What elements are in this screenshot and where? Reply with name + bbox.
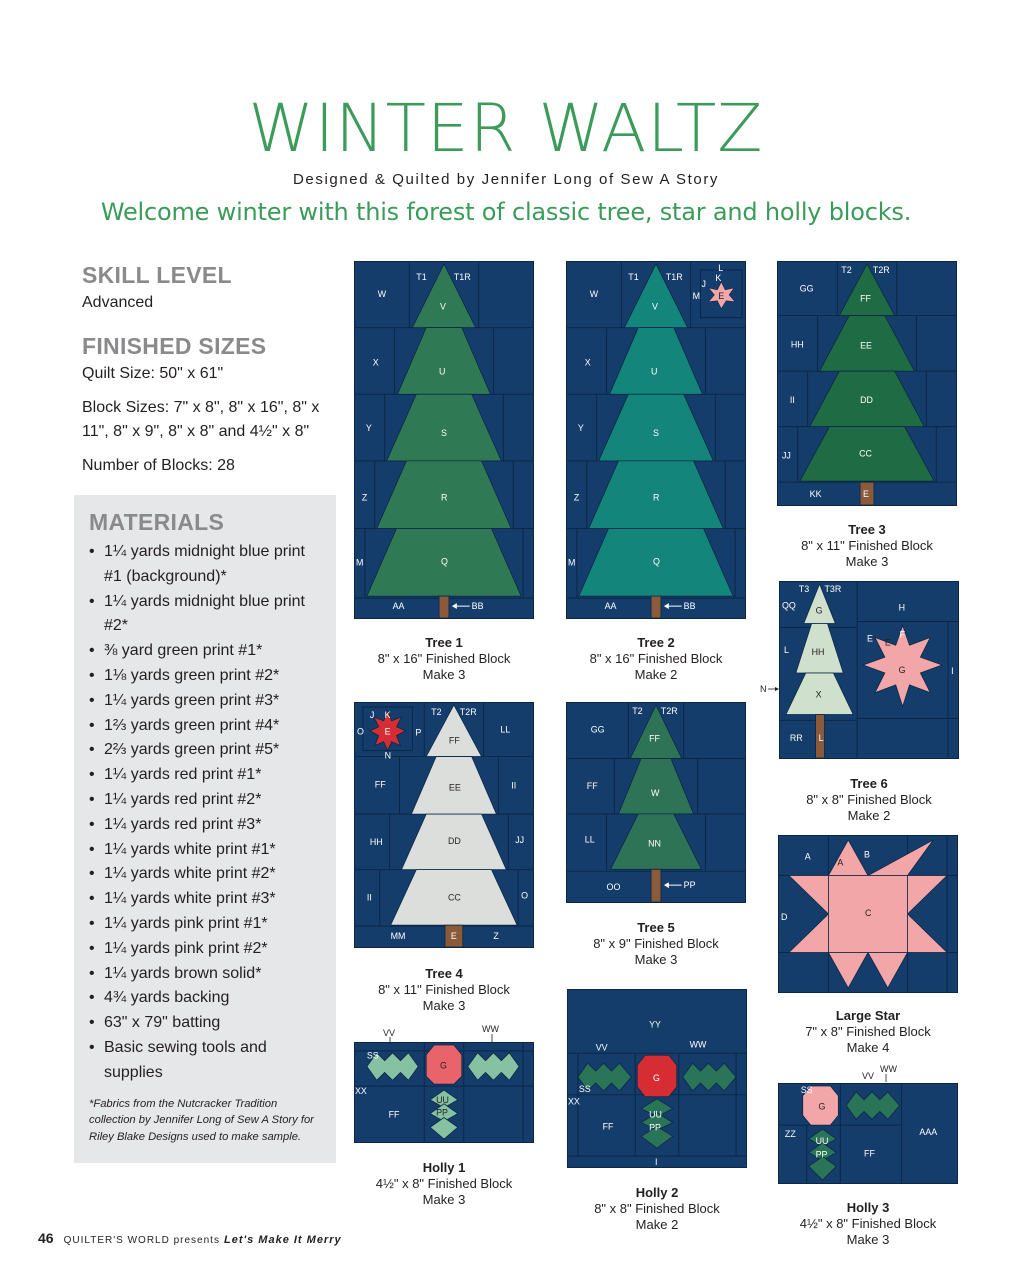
- label: G: [898, 664, 906, 675]
- tree1-caption: Tree 1 8" x 16" Finished Block Make 3: [377, 635, 511, 682]
- label: X: [584, 357, 591, 368]
- label: AA: [604, 601, 617, 612]
- label: CC: [447, 892, 461, 903]
- label: I: [951, 665, 954, 676]
- holly1-top-labels: [380, 1024, 510, 1044]
- label: NN: [648, 838, 661, 849]
- label: U: [439, 366, 446, 377]
- label: L: [718, 262, 724, 273]
- label: P: [415, 727, 422, 738]
- list-item: • 63" x 79" batting: [89, 1011, 326, 1036]
- label: FF: [586, 781, 598, 792]
- tree5-diagram: [566, 702, 746, 903]
- label: FF: [860, 293, 871, 304]
- label: M: [567, 557, 576, 568]
- label: G: [653, 1072, 660, 1083]
- label: AA: [392, 601, 405, 612]
- label: M: [355, 557, 364, 568]
- label: T3R: [824, 583, 842, 594]
- label: G: [818, 1101, 826, 1112]
- label: W: [377, 288, 387, 299]
- label: XX: [355, 1086, 367, 1096]
- label: T1R: [453, 271, 471, 282]
- list-item: • 1⅔ yards green print #4*: [89, 714, 326, 739]
- label: S: [653, 428, 659, 439]
- skill-heading: SKILL LEVEL: [82, 262, 232, 288]
- materials-box: [74, 495, 336, 1163]
- label: U: [651, 366, 658, 377]
- label: Y: [577, 423, 584, 434]
- label: O: [521, 890, 529, 901]
- list-item: • 1¼ yards pink print #2*: [89, 937, 326, 962]
- label: WW: [689, 1039, 707, 1050]
- label: FF: [374, 779, 386, 790]
- label: E: [450, 931, 457, 942]
- info-column: [82, 262, 337, 478]
- label: E: [384, 726, 391, 737]
- label: A: [804, 851, 811, 862]
- label: V: [652, 301, 658, 312]
- label: N: [760, 684, 767, 694]
- list-item: • Basic sewing tools and supplies: [89, 1036, 326, 1086]
- label: FF: [448, 735, 460, 746]
- label: X: [372, 357, 379, 368]
- label: J: [369, 709, 375, 720]
- sizes-heading: FINISHED SIZES: [82, 333, 267, 359]
- label: RR: [789, 733, 803, 744]
- label: V: [440, 301, 446, 312]
- label: R: [653, 492, 660, 503]
- list-item: • 1⅛ yards green print #2*: [89, 664, 326, 689]
- label: WW: [880, 1064, 897, 1074]
- label: SS: [800, 1084, 813, 1095]
- label: A: [837, 857, 844, 868]
- label: T2R: [660, 705, 678, 716]
- byline: Designed & Quilted by Jennifer Long of Sew A Story: [292, 171, 720, 188]
- label: YY: [649, 1019, 661, 1030]
- label: GG: [799, 283, 814, 294]
- label: Z: [361, 492, 368, 503]
- label: K: [715, 272, 722, 283]
- book-title: Let's Make It Merry: [224, 1234, 342, 1246]
- page-footer: [38, 1230, 342, 1246]
- label: I: [655, 1157, 658, 1167]
- label: T2R: [872, 264, 890, 275]
- label: LL: [584, 834, 595, 845]
- label: Q: [441, 556, 448, 567]
- holly1-caption: Holly 1 4½" x 8" Finished Block Make 3: [375, 1160, 513, 1207]
- tree6-diagram: [779, 581, 959, 759]
- label: Y: [365, 423, 372, 434]
- holly1-diagram: [354, 1042, 534, 1143]
- label: PP: [649, 1122, 661, 1133]
- list-item: • 1¼ yards red print #2*: [89, 788, 326, 813]
- list-item: • 1¼ yards brown solid*: [89, 962, 326, 987]
- label: BB: [471, 601, 484, 612]
- label: T3: [798, 583, 810, 594]
- label: KK: [809, 489, 822, 500]
- holly3-top-labels: [850, 1062, 910, 1084]
- label: HH: [369, 836, 383, 847]
- label: C: [865, 907, 872, 918]
- label: CC: [859, 448, 872, 459]
- holly2-diagram: [567, 989, 747, 1168]
- list-item: • 1¼ yards white print #1*: [89, 838, 326, 863]
- skill-value: Advanced: [82, 294, 154, 311]
- tree2-diagram: [566, 261, 746, 619]
- tree3-diagram: [777, 261, 957, 506]
- publisher: QUILTER'S WORLD presents: [63, 1235, 220, 1246]
- label: S: [441, 428, 447, 439]
- label: E: [863, 489, 869, 500]
- label: T2: [632, 705, 643, 716]
- label: LL: [500, 724, 511, 735]
- label: WW: [482, 1024, 499, 1034]
- label: E: [867, 633, 873, 644]
- label: T2: [841, 264, 852, 275]
- label: XX: [568, 1096, 580, 1107]
- label: VV: [595, 1042, 608, 1053]
- label: EE: [448, 782, 461, 793]
- materials-list: [89, 540, 326, 1086]
- label: ZZ: [784, 1128, 796, 1139]
- page-number: 46: [38, 1230, 54, 1246]
- label: VV: [862, 1071, 875, 1081]
- label: UU: [436, 1094, 449, 1105]
- label: T2: [431, 706, 442, 717]
- label: B: [864, 849, 870, 860]
- label: E: [718, 290, 725, 301]
- label: R: [441, 492, 448, 503]
- label: X: [815, 689, 822, 700]
- label: JJ: [515, 834, 525, 845]
- list-item: • 1¼ yards red print #3*: [89, 813, 326, 838]
- label: II: [789, 394, 795, 405]
- label: Q: [653, 556, 660, 567]
- label: T1: [416, 271, 427, 282]
- label: FF: [649, 733, 660, 744]
- label: JJ: [781, 450, 791, 461]
- label: M: [692, 290, 700, 301]
- holly3-diagram: [778, 1083, 958, 1184]
- tree6-n-pointer: [760, 682, 780, 694]
- label: E: [884, 637, 891, 648]
- tree5-caption: Tree 5 8" x 9" Finished Block Make 3: [593, 920, 719, 967]
- list-item: • 1¼ yards red print #1*: [89, 763, 326, 788]
- fabric-note: *Fabrics from the Nutcracker Tradition collection by Jennifer Long of Sew A Story for Riley Blake Designs used to make sample.: [89, 1097, 314, 1143]
- page-title: WINTER WALTZ: [248, 90, 764, 167]
- list-item: • 1¼ yards green print #3*: [89, 689, 326, 714]
- tree4-caption: Tree 4 8" x 11" Finished Block Make 3: [378, 966, 510, 1013]
- list-item: • 1¼ yards white print #2*: [89, 862, 326, 887]
- label: F: [899, 629, 906, 640]
- list-item: • 1¼ yards midnight blue print #2*: [89, 590, 326, 640]
- label: Z: [573, 492, 580, 503]
- materials-heading: MATERIALS: [89, 509, 225, 535]
- label: GG: [590, 724, 605, 735]
- list-item: • 1¼ yards pink print #1*: [89, 912, 326, 937]
- label: L: [783, 645, 789, 656]
- list-item: • ⅜ yard green print #1*: [89, 639, 326, 664]
- label: UU: [649, 1109, 662, 1120]
- label: II: [366, 892, 372, 903]
- holly3-caption: Holly 3 4½" x 8" Finished Block Make 3: [799, 1200, 937, 1247]
- label: PP: [436, 1107, 448, 1118]
- tree2-caption: Tree 2 8" x 16" Finished Block Make 2: [589, 635, 723, 682]
- holly2-caption: Holly 2 8" x 8" Finished Block Make 2: [594, 1185, 720, 1232]
- label: EE: [860, 340, 872, 351]
- label: G: [440, 1060, 447, 1071]
- label: J: [701, 278, 706, 289]
- label: L: [818, 733, 824, 744]
- label: G: [815, 605, 823, 616]
- label: T2R: [459, 706, 477, 717]
- label: O: [356, 726, 364, 737]
- label: SS: [366, 1050, 379, 1061]
- label: W: [651, 788, 660, 799]
- label: T1: [628, 271, 639, 282]
- tree6-caption: Tree 6 8" x 8" Finished Block Make 2: [806, 776, 932, 823]
- label: Z: [493, 931, 499, 942]
- label: MM: [390, 931, 406, 942]
- label: HH: [811, 647, 825, 658]
- list-item: • 1¼ yards white print #3*: [89, 887, 326, 912]
- label: BB: [683, 601, 696, 612]
- label: FF: [864, 1148, 875, 1159]
- block-count: Number of Blocks: 28: [82, 457, 235, 474]
- label: FF: [602, 1121, 614, 1132]
- tagline: Welcome winter with this forest of classic tree, star and holly blocks.: [100, 198, 912, 226]
- label: UU: [815, 1135, 829, 1146]
- label: OO: [606, 882, 621, 893]
- label: AAA: [919, 1127, 938, 1137]
- label: QQ: [781, 600, 796, 611]
- label: DD: [860, 394, 873, 405]
- large-star-caption: Large Star 7" x 8" Finished Block Make 4: [805, 1008, 931, 1055]
- label: PP: [683, 880, 696, 891]
- label: HH: [790, 339, 804, 350]
- label: K: [384, 709, 391, 720]
- label: SS: [578, 1083, 591, 1094]
- label: H: [898, 602, 906, 613]
- tree4-diagram: [354, 702, 534, 948]
- large-star-diagram: [778, 835, 958, 993]
- list-item: • 2⅔ yards green print #5*: [89, 738, 326, 763]
- label: N: [384, 750, 392, 761]
- label: D: [780, 911, 788, 922]
- label: DD: [447, 835, 461, 846]
- label: II: [511, 780, 517, 791]
- label: FF: [388, 1109, 400, 1120]
- label: T1R: [665, 271, 683, 282]
- label: PP: [815, 1149, 828, 1160]
- list-item: • 4¾ yards backing: [89, 986, 326, 1011]
- label: VV: [383, 1028, 396, 1038]
- tree1-diagram: [354, 261, 534, 619]
- label: W: [589, 288, 599, 299]
- block-sizes: Block Sizes: 7" x 8", 8" x 16", 8" x 11", 8" x 9", 8" x 8" and 4½" x 8": [82, 399, 320, 440]
- list-item: • 1¼ yards midnight blue print #1 (background)*: [89, 540, 326, 590]
- quilt-size: Quilt Size: 50" x 61": [82, 365, 224, 382]
- tree3-caption: Tree 3 8" x 11" Finished Block Make 3: [801, 522, 933, 569]
